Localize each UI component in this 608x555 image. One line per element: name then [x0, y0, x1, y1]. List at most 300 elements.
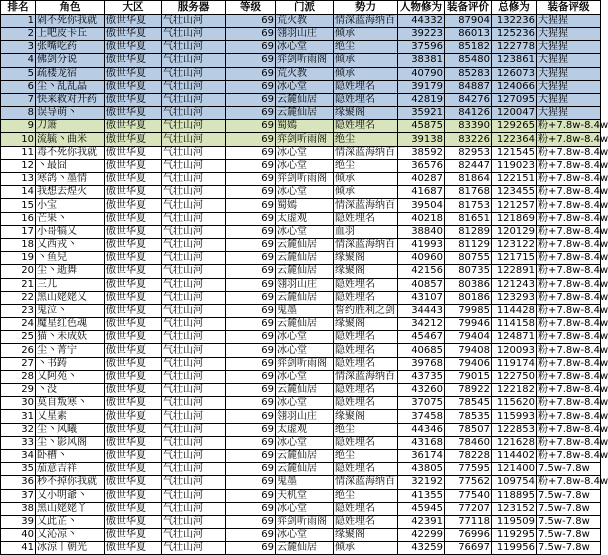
cell-sect: 冰心堂: [276, 344, 334, 357]
table-row[interactable]: [1, 225, 601, 238]
cell-role: 秒不掉你我就: [36, 476, 105, 489]
table-row[interactable]: [1, 449, 601, 462]
cell-sect: 弈剑听雨阁: [276, 173, 334, 186]
cell-equip-score: 80755: [445, 252, 492, 265]
cell-equip-score: 77118: [445, 515, 492, 528]
cell-cultivation: 42299: [398, 529, 445, 542]
cell-role: 乂西戎丶: [36, 238, 105, 251]
cell-region: 傲世华夏: [105, 173, 162, 186]
cell-total: 122364: [492, 133, 537, 146]
cell-server: 气壮山河: [162, 357, 226, 370]
cell-faction: 情深蓝海纳百: [334, 199, 398, 212]
cell-faction: 绝尘: [334, 41, 398, 54]
cell-grade: 大猩猩: [537, 54, 601, 67]
table-row[interactable]: [1, 186, 601, 199]
cell-faction: 倾承: [334, 67, 398, 80]
cell-faction: 隐姓埋名: [334, 357, 398, 370]
cell-grade: 粉+7.8w-8.4w: [538, 265, 608, 277]
cell-total: 121869: [492, 212, 537, 225]
cell-cultivation: 41993: [398, 238, 445, 251]
cell-role: 我想去煌火: [36, 186, 105, 199]
cell-equip-score: 86013: [445, 27, 492, 40]
cell-region: 傲世华夏: [105, 463, 162, 476]
cell-cultivation: 40287: [398, 173, 445, 186]
cell-cultivation: 39223: [398, 27, 445, 40]
cell-rank: 6: [1, 80, 36, 93]
cell-cultivation: 37596: [398, 41, 445, 54]
cell-server: 气壮山河: [162, 265, 226, 278]
cell-rank: 33: [1, 436, 36, 449]
cell-grade: 粉+7.8w-8.4w: [538, 225, 608, 237]
cell-role: 流毓丶曲米: [36, 133, 105, 146]
cell-faction: 绝尘: [334, 159, 398, 172]
header-cultivation[interactable]: 人物修为: [398, 1, 445, 15]
table-row[interactable]: [1, 173, 601, 186]
cell-region: 傲世华夏: [105, 529, 162, 542]
cell-region: 傲世华夏: [105, 265, 162, 278]
cell-equip-score: 79015: [445, 370, 492, 383]
cell-faction: 誓约胜利之剑: [334, 304, 398, 317]
cell-server: 气壮山河: [162, 41, 226, 54]
header-equip-score[interactable]: 装备评价: [445, 1, 492, 15]
cell-cultivation: 35921: [398, 107, 445, 120]
cell-cultivation: 43260: [398, 384, 445, 397]
cell-rank: 32: [1, 423, 36, 436]
cell-cultivation: 43168: [398, 436, 445, 449]
cell-faction: 缘聚阁: [334, 107, 398, 120]
cell-grade: 粉+7.8w-8.4w: [538, 212, 608, 224]
table-row[interactable]: [1, 502, 601, 515]
cell-role: 疏楼龙宿: [36, 67, 105, 80]
cell-cultivation: 36576: [398, 159, 445, 172]
cell-equip-score: 82447: [445, 159, 492, 172]
table-row[interactable]: [1, 291, 601, 304]
cell-cultivation: 36174: [398, 449, 445, 462]
cell-rank: 22: [1, 291, 36, 304]
cell-sect: 云麓仙居: [276, 238, 334, 251]
cell-grade: 大猩猩: [537, 67, 601, 80]
cell-faction: 隐姓埋名: [334, 331, 398, 344]
cell-role: 剁不死你我就: [36, 14, 105, 27]
cell-server: 气壮山河: [162, 27, 226, 40]
cell-level: 69: [226, 199, 276, 212]
cell-sect: 冰心堂: [276, 186, 334, 199]
cell-grade: 粉+7.8w-8.4w: [538, 476, 608, 488]
cell-sect: 冰心堂: [276, 370, 334, 383]
cell-role: 丶鱼兒: [36, 252, 105, 265]
cell-faction: 倾承: [334, 173, 398, 186]
table-row[interactable]: [1, 199, 601, 212]
cell-total: 123293: [492, 291, 537, 304]
cell-server: 气壮山河: [162, 463, 226, 476]
cell-grade: 粉+7.8w-8.4w: [538, 318, 608, 330]
cell-region: 傲世华夏: [105, 449, 162, 462]
cell-rank: 36: [1, 476, 36, 489]
table-row[interactable]: [1, 529, 601, 542]
cell-sect: 冰心堂: [276, 502, 334, 515]
cell-cultivation: 45875: [398, 120, 445, 133]
cell-sect: 冰心堂: [276, 331, 334, 344]
cell-level: 69: [226, 542, 276, 555]
cell-sect: 冰心堂: [276, 146, 334, 159]
cell-equip-score: 79946: [445, 318, 492, 331]
table-row[interactable]: [1, 489, 601, 502]
cell-total: 129265: [492, 120, 537, 133]
cell-total: 121628: [492, 436, 537, 449]
cell-grade: 大猩猩: [537, 41, 601, 54]
cell-server: 气壮山河: [162, 370, 226, 383]
cell-server: 气壮山河: [162, 133, 226, 146]
cell-grade: 粉+7.8w-8.4w: [538, 331, 608, 343]
cell-level: 69: [226, 344, 276, 357]
table-row[interactable]: [1, 41, 601, 54]
cell-grade: 粉+7.8w-8.4w: [538, 384, 608, 396]
header-rank[interactable]: 排名: [1, 1, 36, 15]
cell-rank: 29: [1, 384, 36, 397]
cell-total: 121243: [492, 278, 537, 291]
cell-grade: 粉+7.8w-8.4w: [538, 305, 608, 317]
cell-rank: 20: [1, 265, 36, 278]
cell-cultivation: 43735: [398, 370, 445, 383]
cell-grade: 粉+7.8w-8.4w: [538, 146, 608, 158]
cell-level: 69: [226, 489, 276, 502]
cell-level: 69: [226, 133, 276, 146]
table-row[interactable]: [1, 252, 601, 265]
cell-grade: 粉+7.8w-8.4w: [538, 120, 608, 132]
cell-faction: 情深蓝海纳百: [334, 146, 398, 159]
table-row[interactable]: [1, 370, 601, 383]
cell-grade: 粉+7.8w-8.4w: [538, 199, 608, 211]
cell-equip-score: 81864: [445, 173, 492, 186]
cell-role: 小哥犒乂: [36, 225, 105, 238]
cell-region: 傲世华夏: [105, 225, 162, 238]
cell-equip-score: 83226: [445, 133, 492, 146]
cell-faction: 隐姓埋名: [334, 515, 398, 528]
cell-total: 115993: [492, 410, 537, 423]
table-row[interactable]: [1, 159, 601, 172]
cell-total: 114402: [492, 449, 537, 462]
cell-level: 69: [226, 159, 276, 172]
cell-equip-score: 79985: [445, 304, 492, 317]
cell-faction: 隐姓埋名: [334, 436, 398, 449]
cell-faction: 隐姓埋名: [334, 212, 398, 225]
cell-grade: 大猩猩: [537, 107, 601, 120]
table-row[interactable]: [1, 436, 601, 449]
header-total[interactable]: 总修为: [492, 1, 537, 15]
cell-level: 69: [226, 449, 276, 462]
cell-region: 傲世华夏: [105, 304, 162, 317]
header-sect[interactable]: 门派: [276, 1, 334, 15]
cell-faction: 倾承: [334, 54, 398, 67]
cell-level: 69: [226, 80, 276, 93]
cell-sect: 弈剑听雨阁: [276, 515, 334, 528]
cell-equip-score: 81289: [445, 225, 492, 238]
cell-cultivation: 37458: [398, 410, 445, 423]
cell-cultivation: 45945: [398, 502, 445, 515]
cell-total: 122778: [492, 41, 537, 54]
cell-cultivation: 34212: [398, 318, 445, 331]
table-row[interactable]: [1, 357, 601, 370]
cell-role: 茄意吉祥: [36, 463, 105, 476]
cell-level: 69: [226, 357, 276, 370]
cell-rank: 5: [1, 67, 36, 80]
cell-server: 气壮山河: [162, 225, 226, 238]
cell-equip-score: 78228: [445, 449, 492, 462]
cell-total: 109754: [492, 476, 537, 489]
cell-cultivation: 34443: [398, 304, 445, 317]
cell-role: 鬼泣丶: [36, 304, 105, 317]
cell-cultivation: 43259: [398, 542, 445, 555]
table-body: [1, 14, 608, 555]
cell-faction: 情深蓝海纳百: [334, 370, 398, 383]
cell-role: 乂沁凉丶: [36, 529, 105, 542]
cell-total: 125236: [492, 27, 537, 40]
cell-region: 傲世华夏: [105, 14, 162, 27]
cell-region: 傲世华夏: [105, 238, 162, 251]
cell-sect: 荒火教: [276, 14, 334, 27]
table-row[interactable]: [1, 120, 601, 133]
cell-cultivation: 38592: [398, 146, 445, 159]
cell-rank: 7: [1, 93, 36, 106]
cell-server: 气壮山河: [162, 397, 226, 410]
cell-region: 傲世华夏: [105, 502, 162, 515]
cell-server: 气壮山河: [162, 252, 226, 265]
cell-role: 尘丶菁宁: [36, 344, 105, 357]
cell-role: 冰涼丨朝光: [36, 542, 105, 555]
cell-level: 69: [226, 463, 276, 476]
cell-region: 傲世华夏: [105, 344, 162, 357]
cell-role: 小宝: [36, 199, 105, 212]
cell-sect: 云麓仙居: [276, 384, 334, 397]
cell-total: 124066: [492, 80, 537, 93]
cell-faction: 情深蓝海纳百: [334, 476, 398, 489]
cell-rank: 19: [1, 252, 36, 265]
cell-total: 119023: [492, 159, 537, 172]
cell-region: 傲世华夏: [105, 146, 162, 159]
table-row[interactable]: [1, 146, 601, 159]
cell-role: 猫丶未成妖: [36, 331, 105, 344]
cell-role: 卧槽丶: [36, 449, 105, 462]
cell-level: 69: [226, 370, 276, 383]
cell-cultivation: 38840: [398, 225, 445, 238]
table-row[interactable]: [1, 331, 601, 344]
header-region[interactable]: 大区: [105, 1, 162, 15]
cell-total: 124871: [492, 331, 537, 344]
table-row[interactable]: [1, 80, 601, 93]
table-row[interactable]: [1, 27, 601, 40]
cell-level: 69: [226, 54, 276, 67]
cell-role: 莫自叛寒丶: [36, 397, 105, 410]
cell-role: 尘丶逝舞: [36, 265, 105, 278]
cell-server: 气壮山河: [162, 93, 226, 106]
cell-sect: 云麓仙居: [276, 291, 334, 304]
header-server[interactable]: 服务器: [162, 1, 226, 15]
cell-rank: 15: [1, 199, 36, 212]
cell-role: 三儿: [36, 278, 105, 291]
cell-server: 气壮山河: [162, 120, 226, 133]
table-row[interactable]: [1, 318, 601, 331]
header-faction[interactable]: 势力: [334, 1, 398, 15]
cell-total: 123861: [492, 54, 537, 67]
cell-region: 傲世华夏: [105, 357, 162, 370]
cell-role: 丶最囧: [36, 159, 105, 172]
cell-region: 傲世华夏: [105, 120, 162, 133]
cell-region: 傲世华夏: [105, 489, 162, 502]
table-row[interactable]: [1, 304, 601, 317]
cell-server: 气壮山河: [162, 542, 226, 555]
cell-level: 69: [226, 41, 276, 54]
table-row[interactable]: [1, 238, 601, 251]
cell-sect: 蜀嫣: [276, 120, 334, 133]
cell-equip-score: 77207: [445, 502, 492, 515]
cell-equip-score: 83390: [445, 120, 492, 133]
cell-sect: 云麓仙居: [276, 449, 334, 462]
cell-cultivation: 38381: [398, 54, 445, 67]
table-row[interactable]: [1, 423, 601, 436]
table-row[interactable]: [1, 93, 601, 106]
cell-grade: 7.5w-7.8w: [537, 515, 601, 528]
cell-total: 115620: [492, 397, 537, 410]
cell-level: 69: [226, 410, 276, 423]
cell-grade: 粉+7.8w-8.4w: [538, 278, 608, 290]
cell-level: 69: [226, 14, 276, 27]
cell-equip-score: 78535: [445, 410, 492, 423]
cell-server: 气壮山河: [162, 384, 226, 397]
cell-total: 119174: [492, 357, 537, 370]
cell-equip-score: 77540: [445, 489, 492, 502]
cell-server: 气壮山河: [162, 318, 226, 331]
cell-rank: 11: [1, 146, 36, 159]
cell-total: 119956: [492, 542, 537, 555]
cell-region: 傲世华夏: [105, 54, 162, 67]
cell-cultivation: 39138: [398, 133, 445, 146]
table-row[interactable]: [1, 410, 601, 423]
table-row[interactable]: [1, 54, 601, 67]
cell-faction: 缘聚阁: [334, 529, 398, 542]
cell-level: 69: [226, 423, 276, 436]
table-row[interactable]: [1, 397, 601, 410]
table-row[interactable]: [1, 212, 601, 225]
cell-rank: 30: [1, 397, 36, 410]
cell-cultivation: 39768: [398, 357, 445, 370]
cell-server: 气壮山河: [162, 502, 226, 515]
cell-equip-score: 78460: [445, 436, 492, 449]
cell-server: 气壮山河: [162, 54, 226, 67]
cell-level: 69: [226, 146, 276, 159]
table-row[interactable]: [1, 344, 601, 357]
cell-total: 122891: [492, 265, 537, 278]
cell-rank: 31: [1, 410, 36, 423]
cell-grade: 7.5w-7.8w: [537, 463, 601, 476]
cell-server: 气壮山河: [162, 80, 226, 93]
cell-region: 傲世华夏: [105, 515, 162, 528]
header-role[interactable]: 角色: [36, 1, 105, 15]
cell-role: 尘丶影风阁: [36, 436, 105, 449]
cell-role: 尘丶乱乱晶: [36, 80, 105, 93]
cell-role: 丶没: [36, 384, 105, 397]
table-row[interactable]: [1, 384, 601, 397]
cell-region: 傲世华夏: [105, 212, 162, 225]
cell-sect: 鬼墨: [276, 304, 334, 317]
cell-role: 快来救对开药: [36, 93, 105, 106]
cell-cultivation: 44346: [398, 423, 445, 436]
cell-total: 121545: [492, 146, 537, 159]
header-row: [1, 1, 601, 15]
cell-server: 气壮山河: [162, 67, 226, 80]
cell-server: 气壮山河: [162, 515, 226, 528]
table-row[interactable]: [1, 515, 601, 528]
cell-rank: 25: [1, 331, 36, 344]
cell-level: 69: [226, 173, 276, 186]
cell-grade: 粉+7.8w-8.4w: [538, 186, 608, 198]
cell-region: 傲世华夏: [105, 410, 162, 423]
cell-level: 69: [226, 384, 276, 397]
cell-cultivation: 40685: [398, 344, 445, 357]
cell-server: 气壮山河: [162, 476, 226, 489]
cell-cultivation: 40790: [398, 67, 445, 80]
cell-server: 气壮山河: [162, 529, 226, 542]
table-row[interactable]: [1, 133, 601, 146]
cell-sect: 翎羽山庄: [276, 27, 334, 40]
cell-rank: 3: [1, 41, 36, 54]
cell-server: 气壮山河: [162, 107, 226, 120]
table-row[interactable]: [1, 278, 601, 291]
cell-faction: 隐姓埋名: [334, 397, 398, 410]
cell-grade: 粉+7.8w-8.4w: [538, 239, 608, 251]
cell-equip-score: 85283: [445, 67, 492, 80]
cell-region: 傲世华夏: [105, 476, 162, 489]
cell-rank: 34: [1, 449, 36, 462]
cell-level: 69: [226, 331, 276, 344]
cell-faction: 情深蓝海纳百: [334, 238, 398, 251]
cell-cultivation: 39504: [398, 199, 445, 212]
cell-sect: 冰心堂: [276, 529, 334, 542]
header-grade[interactable]: 装备评级: [537, 1, 601, 15]
cell-total: 121715: [492, 252, 537, 265]
cell-rank: 4: [1, 54, 36, 67]
table-row[interactable]: [1, 476, 601, 489]
cell-faction: 隐姓埋名: [334, 93, 398, 106]
cell-region: 傲世华夏: [105, 331, 162, 344]
cell-grade: 粉+7.8w-8.4w: [538, 173, 608, 185]
cell-cultivation: 40218: [398, 212, 445, 225]
cell-sect: 云麓仙居: [276, 93, 334, 106]
cell-equip-score: 79408: [445, 344, 492, 357]
table-row[interactable]: [1, 67, 601, 80]
table-row[interactable]: [1, 463, 601, 476]
cell-grade: 大猩猩: [537, 14, 601, 27]
cell-role: 毒不死你我就: [36, 146, 105, 159]
cell-sect: 冰心堂: [276, 80, 334, 93]
cell-faction: 倾承: [334, 27, 398, 40]
table-row[interactable]: [1, 14, 601, 27]
table-row[interactable]: [1, 265, 601, 278]
cell-equip-score: 80386: [445, 278, 492, 291]
cell-level: 69: [226, 476, 276, 489]
cell-sect: 弈剑听雨阁: [276, 54, 334, 67]
cell-rank: 35: [1, 463, 36, 476]
cell-total: 122853: [492, 423, 537, 436]
table-row[interactable]: [1, 542, 601, 555]
header-level[interactable]: 等级: [226, 1, 276, 15]
cell-faction: 隐姓埋名: [334, 120, 398, 133]
cell-server: 气壮山河: [162, 489, 226, 502]
cell-faction: 倾承: [334, 186, 398, 199]
table-row[interactable]: [1, 107, 601, 120]
cell-cultivation: 40960: [398, 252, 445, 265]
cell-level: 69: [226, 529, 276, 542]
cell-rank: 17: [1, 225, 36, 238]
